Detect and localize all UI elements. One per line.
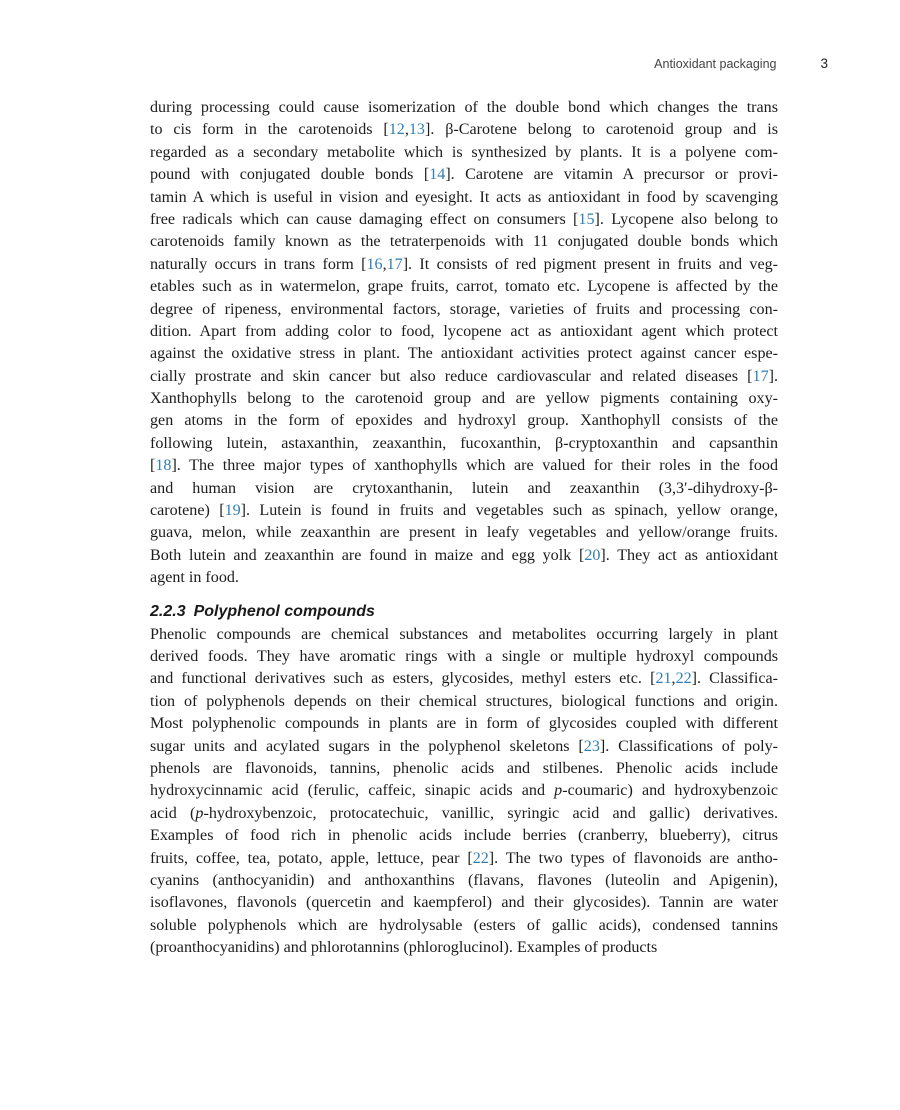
text-segment: phenols are flavonoids, tannins, phenolic acids and stilbenes. Phenolic acids include bbox=[150, 759, 778, 777]
text-line bbox=[150, 848, 778, 870]
text-line bbox=[150, 299, 778, 321]
text-segment: etables such as in watermelon, grape fruits, carrot, tomato etc. Lycopene is affected by the bbox=[150, 278, 778, 296]
text-line bbox=[150, 187, 778, 209]
text-line bbox=[150, 119, 778, 141]
citation-link[interactable]: 16 bbox=[366, 255, 383, 273]
text-line bbox=[150, 522, 778, 544]
text-line bbox=[150, 915, 778, 937]
text-segment: -coumaric) and hydroxybenzoic bbox=[562, 782, 779, 800]
text-line bbox=[150, 758, 778, 780]
text-line bbox=[150, 276, 778, 298]
text-line bbox=[150, 892, 778, 914]
text-segment: Examples of food rich in phenolic acids include berries (cranberry, blueberry), citrus bbox=[150, 827, 778, 845]
italic-text: p bbox=[195, 804, 204, 822]
text-line bbox=[150, 803, 778, 825]
text-segment: following lutein, astaxanthin, zeaxanthin, fucoxanthin, β-cryptoxanthin and capsanthin bbox=[150, 434, 778, 452]
text-line bbox=[150, 321, 778, 343]
text-segment: Most polyphenolic compounds in plants are in form of glycosides coupled with different bbox=[150, 715, 778, 733]
text-segment: tion of polyphenols depends on their chemical structures, biological functions and origin. bbox=[150, 692, 778, 710]
citation-link[interactable]: 23 bbox=[583, 737, 600, 755]
text-segment: to cis form in the carotenoids [ bbox=[150, 121, 389, 139]
text-segment: tamin A which is useful in vision and eyesight. It acts as antioxidant in food by scavenging bbox=[150, 188, 778, 206]
text-line bbox=[150, 455, 778, 477]
text-segment: , bbox=[671, 670, 676, 688]
running-head-title: Antioxidant packaging bbox=[654, 57, 777, 71]
text-segment: fruits, coffee, tea, potato, apple, lettuce, pear [ bbox=[150, 849, 473, 867]
text-line bbox=[150, 780, 778, 802]
text-segment: isoflavones, flavonols (quercetin and kaempferol) and their glycosides). Tannin are water bbox=[150, 894, 778, 912]
citation-link[interactable]: 20 bbox=[584, 546, 601, 564]
text-line bbox=[150, 142, 778, 164]
text-line bbox=[150, 825, 778, 847]
text-segment: free radicals which can cause damaging effect on consumers [ bbox=[150, 210, 579, 228]
text-segment: ]. The three major types of xanthophylls which are valued for their roles in the food bbox=[171, 457, 778, 475]
citation-link[interactable]: 22 bbox=[472, 849, 489, 867]
text-line bbox=[150, 97, 778, 119]
text-segment: derived foods. They have aromatic rings with a single or multiple hydroxyl compounds bbox=[150, 647, 778, 665]
text-segment: , bbox=[382, 255, 387, 273]
text-segment: carotene) [ bbox=[150, 502, 225, 520]
text-line bbox=[150, 937, 778, 959]
text-segment: against the oxidative stress in plant. The antioxidant activities protect against cancer espe- bbox=[150, 345, 778, 363]
text-segment: ]. Lutein is found in fruits and vegetables such as spinach, yellow orange, bbox=[240, 502, 778, 520]
page-number: 3 bbox=[820, 56, 828, 71]
citation-link[interactable]: 17 bbox=[752, 367, 769, 385]
citation-link[interactable]: 21 bbox=[655, 670, 672, 688]
text-segment: Xanthophylls belong to the carotenoid group and are yellow pigments containing oxy- bbox=[150, 390, 778, 408]
section-number: 2.2.3 bbox=[150, 602, 186, 620]
citation-link[interactable]: 15 bbox=[578, 210, 595, 228]
text-segment: , bbox=[404, 121, 409, 139]
text-segment: -hydroxybenzoic, protocatechuic, vanillic, syringic acid and gallic) derivatives. bbox=[203, 804, 778, 822]
text-segment: degree of ripeness, environmental factors, storage, varieties of fruits and processing con- bbox=[150, 300, 778, 318]
text-segment: acid ( bbox=[150, 804, 196, 822]
text-line bbox=[150, 433, 778, 455]
citation-link[interactable]: 12 bbox=[388, 121, 405, 139]
text-segment: cyanins (anthocyanidin) and anthoxanthins (flavans, flavones (luteolin and Apigenin), bbox=[150, 871, 778, 889]
text-segment: hydroxycinnamic acid (ferulic, caffeic, sinapic acids and bbox=[150, 782, 555, 800]
text-line bbox=[150, 231, 778, 253]
text-segment: ]. They act as antioxidant bbox=[600, 546, 778, 564]
text-segment: ]. Lycopene also belong to bbox=[594, 210, 778, 228]
section-title: Polyphenol compounds bbox=[193, 602, 375, 620]
citation-link[interactable]: 13 bbox=[408, 121, 425, 139]
text-line bbox=[150, 254, 778, 276]
text-segment: [ bbox=[150, 457, 156, 475]
text-line bbox=[150, 500, 778, 522]
text-line bbox=[150, 870, 778, 892]
body-text bbox=[150, 97, 778, 959]
text-segment: dition. Apart from adding color to food, lycopene act as antioxidant agent which protect bbox=[150, 322, 778, 340]
text-segment: soluble polyphenols which are hydrolysable (esters of gallic acids), condensed tannins bbox=[150, 916, 778, 934]
text-line bbox=[150, 691, 778, 713]
text-segment: sugar units and acylated sugars in the polyphenol skeletons [ bbox=[150, 737, 584, 755]
text-line bbox=[150, 668, 778, 690]
text-segment: and functional derivatives such as esters, glycosides, methyl esters etc. [ bbox=[150, 670, 656, 688]
text-segment: ]. Carotene are vitamin A precursor or provi- bbox=[445, 166, 778, 184]
text-line bbox=[150, 545, 778, 567]
citation-link[interactable]: 19 bbox=[224, 502, 241, 520]
text-segment: ]. It consists of red pigment present in fruits and veg- bbox=[402, 255, 778, 273]
text-line bbox=[150, 410, 778, 432]
text-segment: regarded as a secondary metabolite which is synthesized by plants. It is a polyene com- bbox=[150, 143, 778, 161]
text-segment: Both lutein and zeaxanthin are found in maize and egg yolk [ bbox=[150, 546, 585, 564]
text-segment: ]. Classifica- bbox=[691, 670, 778, 688]
citation-link[interactable]: 18 bbox=[155, 457, 172, 475]
text-segment: and human vision are crytoxanthanin, lutein and zeaxanthin (3,3′-dihydroxy-β- bbox=[150, 479, 778, 497]
text-line bbox=[150, 736, 778, 758]
text-segment: cially prostrate and skin cancer but also reduce cardiovascular and related diseases [ bbox=[150, 367, 753, 385]
text-line bbox=[150, 343, 778, 365]
text-segment: during processing could cause isomerization of the double bond which changes the trans bbox=[150, 99, 778, 116]
text-line bbox=[150, 478, 778, 500]
text-line bbox=[150, 567, 778, 589]
text-segment: pound with conjugated double bonds [ bbox=[150, 166, 430, 184]
text-line bbox=[150, 209, 778, 231]
text-line bbox=[150, 164, 778, 186]
citation-link[interactable]: 17 bbox=[386, 255, 403, 273]
text-segment: gen atoms in the form of epoxides and hydroxyl group. Xanthophyll consists of the bbox=[150, 412, 778, 430]
running-head bbox=[654, 56, 828, 71]
citation-link[interactable]: 22 bbox=[675, 670, 692, 688]
text-line bbox=[150, 713, 778, 735]
text-segment: (proanthocyanidins) and phlorotannins (phloroglucinol). Examples of products bbox=[150, 939, 658, 957]
section-heading bbox=[150, 600, 778, 624]
text-segment: guava, melon, while zeaxanthin are present in leafy vegetables and yellow/orange fruits. bbox=[150, 524, 778, 542]
text-segment: ]. bbox=[768, 367, 778, 385]
text-line bbox=[150, 646, 778, 668]
text-segment: ]. β-Carotene belong to carotenoid group and is bbox=[424, 121, 778, 139]
text-segment: ]. Classifications of poly- bbox=[599, 737, 778, 755]
text-segment: naturally occurs in trans form [ bbox=[150, 255, 367, 273]
text-segment: Phenolic compounds are chemical substances and metabolites occurring largely in plant bbox=[150, 625, 778, 643]
citation-link[interactable]: 14 bbox=[429, 166, 446, 184]
text-segment: agent in food. bbox=[150, 569, 239, 587]
text-segment: ]. The two types of flavonoids are antho- bbox=[488, 849, 778, 867]
italic-text: p bbox=[554, 782, 563, 800]
text-line bbox=[150, 624, 778, 646]
paragraph-polyphenols bbox=[150, 624, 778, 960]
paragraph-carotenoids bbox=[150, 97, 778, 590]
text-segment: carotenoids family known as the tetraterpenoids with 11 conjugated double bonds which bbox=[150, 233, 778, 251]
text-line bbox=[150, 366, 778, 388]
text-line bbox=[150, 388, 778, 410]
